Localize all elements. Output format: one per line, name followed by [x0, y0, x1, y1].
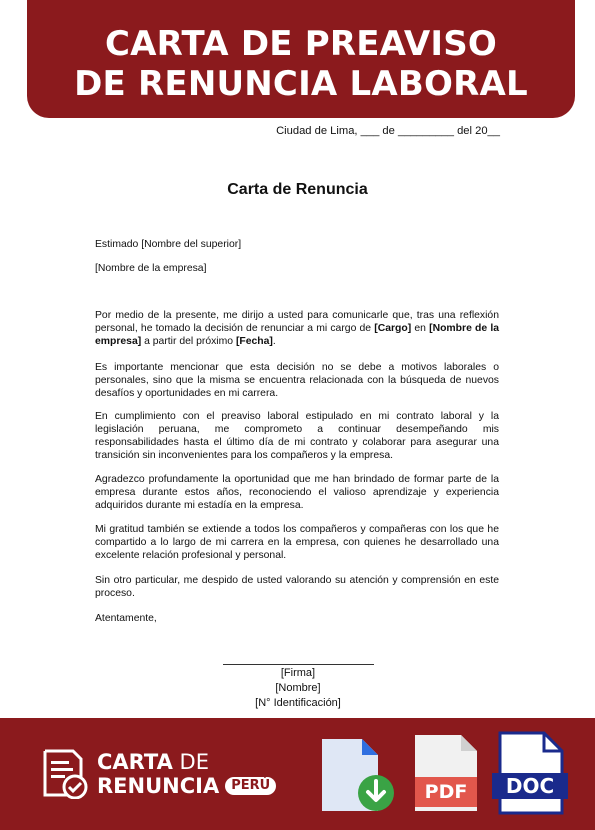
google-docs-download-icon[interactable] [318, 737, 396, 815]
date-line: Ciudad de Lima, ___ de _________ del 20__ [276, 125, 500, 137]
letter-title: Carta de Renuncia [227, 181, 368, 198]
brand-word-renuncia: RENUNCIA [97, 774, 220, 798]
paragraph-1-text-d: . [272, 336, 276, 347]
paragraph-5: Mi gratitud también se extiende a todos los compañeros y compañeras con los que he compartido a lo largo de mi carrera en la empresa, con quienes he desarrollado una excelente relación profesional y personal. [95, 524, 499, 561]
paragraph-1-text-b: en [411, 323, 430, 334]
paragraph-1 [95, 309, 499, 348]
paragraph-2: Es importante mencionar que esta decisión no se debe a motivos laborales o personales, sino que la misma se encuentra relacionada con la búsqueda de nuevos desafíos y oportunidades en mi carrera. [95, 362, 499, 399]
brand-word-de: DE [172, 750, 209, 774]
signature-line [223, 664, 374, 665]
brand-badge-peru: PERÚ [225, 777, 276, 795]
paragraph-1-text-a: Por medio de la presente, me dirijo a usted para comunicarle que, tras una reflexión personal, he tomado la decisión de renunciar a mi cargo de [95, 310, 499, 334]
salutation: Estimado [Nombre del superior] [95, 239, 242, 250]
banner-title-line-2: DE RENUNCIA LABORAL [74, 64, 528, 104]
placeholder-cargo: [Cargo] [374, 323, 412, 334]
document-check-icon [42, 749, 88, 799]
paragraph-6: Sin otro particular, me despido de usted valorando su atención y comprensión en este proceso. [95, 575, 499, 599]
banner-title-line-1: CARTA DE PREAVISO [105, 24, 497, 64]
signature-id: [N° Identificación] [255, 697, 341, 709]
brand-word-carta: CARTA [97, 750, 173, 774]
placeholder-fecha: [Fecha] [235, 336, 273, 347]
doc-label: DOC [505, 774, 555, 798]
pdf-label: PDF [424, 781, 468, 803]
company-name: [Nombre de la empresa] [95, 263, 207, 274]
paragraph-4: Agradezco profundamente la oportunidad que me han brindado de formar parte de la empresa durante estos años, reconociendo el valioso aprendizaje y experiencia adquiridos durante mi estadía en la empresa. [95, 474, 499, 511]
closing: Atentamente, [95, 613, 157, 624]
brand-logo [97, 750, 276, 798]
placeholder-empresa: [Nombre de la empresa] [95, 323, 499, 347]
signature-firma: [Firma] [280, 667, 316, 679]
paragraph-3: En cumplimiento con el preaviso laboral estipulado en mi contrato laboral y la legislación peruana, me comprometo a continuar desempeñando mis responsabilidades hasta el último día de mi contrato y colaborar para asegurar una transición sin inconvenientes para los compañeros y la empresa. [95, 411, 499, 461]
paragraph-1-text-c: a partir del próximo [141, 336, 236, 347]
signature-nombre: [Nombre] [275, 682, 321, 694]
